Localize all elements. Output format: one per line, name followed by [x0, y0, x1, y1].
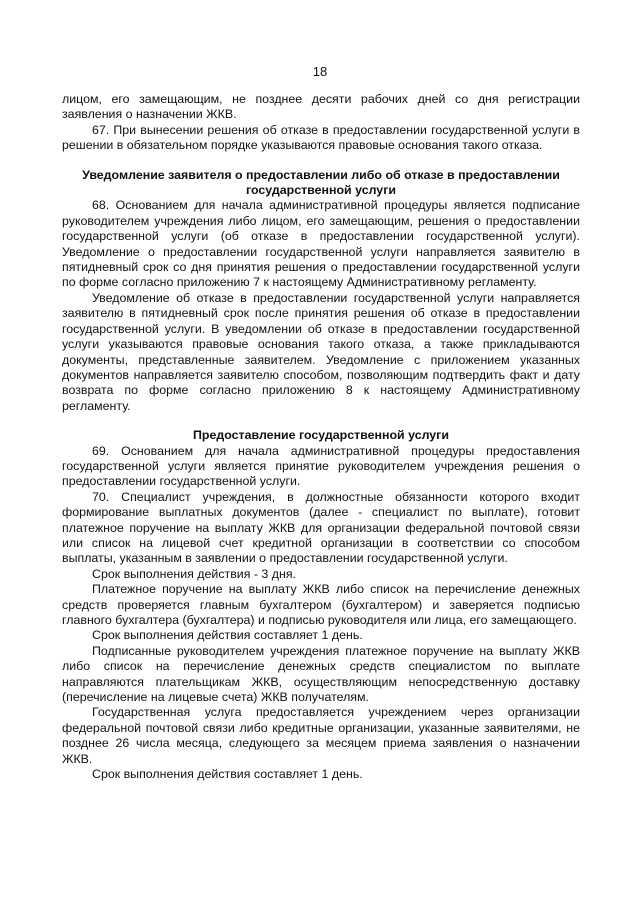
paragraph: 68. Основанием для начала административной процедуры является подписание руководителем учреждения либо лицом, его замещающим, решения о предоставлении государственной услуги (об отказе в предоставлении государственной услуги). Уведомление о предоставлении государственной услуги направляется заявителю в пятидневный срок со дня принятия решения о предоставлении государственной услуги по форме согласно приложению 7 к настоящему Административному регламенту. — [62, 198, 580, 290]
paragraph: 67. При вынесении решения об отказе в предоставлении государственной услуги в решении в обязательном порядке указываются правовые основания такого отказа. — [62, 122, 580, 153]
paragraph: Подписанные руководителем учреждения платежное поручение на выплату ЖКВ либо список на перечисление денежных средств специалистом по выплате направляются плательщикам ЖКВ, осуществляющим непосредственную доставку (перечисление на лицевые счета) ЖКВ получателям. — [62, 643, 580, 705]
paragraph: Срок выполнения действия составляет 1 день. — [92, 767, 363, 782]
paragraph: 69. Основанием для начала административной процедуры предоставления государственной услуги является принятие руководителем учреждения решения о предоставлении государственной услуги. — [62, 443, 580, 489]
paragraph: Государственная услуга предоставляется учреждением через организации федеральной почтовой связи либо кредитные организации, указанные заявителями, не позднее 26 числа месяца, следующего за месяцем приема заявления о назначении ЖКВ. — [62, 705, 580, 766]
section-heading: Уведомление заявителя о предоставлении либо об отказе в предоставлении государственной услуги — [82, 167, 560, 198]
document-body — [62, 92, 580, 782]
paragraph: Уведомление об отказе в предоставлении государственной услуги направляется заявителю в пятидневный срок после принятия решения об отказе в предоставлении государственной услуги. В уведомлении об отказе в предоставлении государственной услуги указываются правовые основания такого отказа, а также прикладываются документы, представленные заявителем. Уведомление с приложением указанных документов направляется заявителю способом, позволяющим подтвердить факт и дату возврата по форме согласно приложению 8 к настоящему Административному регламенту. — [62, 290, 580, 413]
paragraph: 70. Специалист учреждения, в должностные обязанности которого входит формирование выплатных документов (далее - специалист по выплате), готовит платежное поручение на выплату ЖКВ для организации федеральной почтовой связи или список на лицевой счет кредитной организации в соответствии со способом выплаты, указанным в заявлении о предоставлении государственной услуги. — [62, 489, 580, 566]
section-gap — [62, 414, 580, 428]
page-number: 18 — [312, 64, 328, 79]
paragraph: Срок выполнения действия - 3 дня. — [92, 566, 296, 581]
section-heading: Предоставление государственной услуги — [193, 428, 449, 443]
section-gap — [62, 154, 580, 168]
paragraph: лицом, его замещающим, не позднее десяти рабочих дней со дня регистрации заявления о назначении ЖКВ. — [62, 92, 580, 122]
paragraph: Срок выполнения действия составляет 1 день. — [92, 628, 363, 643]
paragraph: Платежное поручение на выплату ЖКВ либо список на перечисление денежных средств проверяется главным бухгалтером (бухгалтером) и заверяется подписью главного бухгалтера (бухгалтера) и подписью руководителя или лица, его замещающего. — [62, 582, 580, 627]
